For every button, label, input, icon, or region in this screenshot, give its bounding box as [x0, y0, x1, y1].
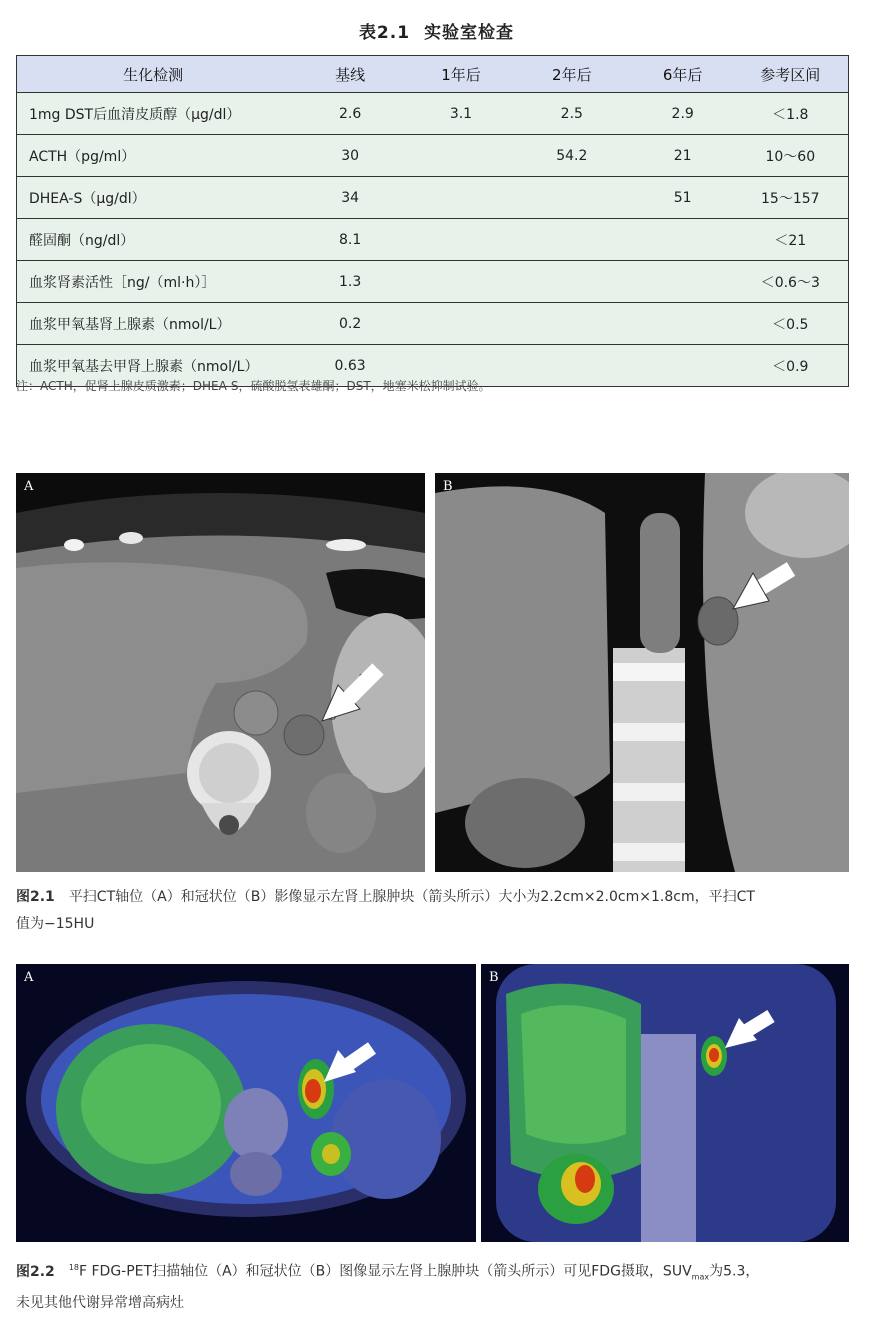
table-cell — [411, 303, 511, 345]
pet-coronal-image — [481, 964, 849, 1242]
table-cell: 2.6 — [289, 93, 411, 135]
table-cell — [411, 135, 511, 177]
table-cell — [511, 261, 633, 303]
ct-axial-scan — [16, 473, 425, 872]
figure-number: 图2.2 — [16, 1263, 55, 1280]
figure-number: 图2.1 — [16, 889, 55, 905]
header-cell: 6年后 — [633, 56, 733, 93]
table-cell — [511, 303, 633, 345]
suv-subscript: max — [691, 1272, 710, 1282]
table-cell — [633, 261, 733, 303]
lab-table — [16, 55, 849, 387]
table-cell: 2.9 — [633, 93, 733, 135]
table-cell — [511, 345, 633, 387]
header-cell: 参考区间 — [733, 56, 849, 93]
pet-coronal-scan — [481, 964, 849, 1242]
table-cell — [411, 219, 511, 261]
table-cell: 0.63 — [289, 345, 411, 387]
table-cell: 0.2 — [289, 303, 411, 345]
table-cell — [411, 177, 511, 219]
table-title — [0, 18, 873, 43]
table-row — [17, 177, 849, 219]
caption-text: 为5.3， — [709, 1263, 760, 1280]
figure-2-1-caption — [16, 884, 851, 938]
table-cell: 血浆甲氧基去甲肾上腺素（nmol/L） — [17, 345, 290, 387]
caption-text: 未见其他代谢异常增高病灶 — [16, 1295, 184, 1312]
ct-coronal-image — [435, 473, 849, 872]
table-cell: ＜0.9 — [733, 345, 849, 387]
table-cell: 2.5 — [511, 93, 633, 135]
table-row — [17, 303, 849, 345]
table-row — [17, 135, 849, 177]
table-header-row — [17, 56, 849, 93]
table-number: 表2.1 — [358, 23, 411, 43]
caption-text: 平扫CT轴位（A）和冠状位（B）影像显示左肾上腺肿块（箭头所示）大小为2.2cm×2.0cm×1.8cm，平扫CT — [68, 889, 755, 905]
panel-label-b: B — [443, 479, 453, 494]
table-cell: 3.1 — [411, 93, 511, 135]
panel-label-a: A — [24, 970, 34, 985]
table-cell: ＜1.8 — [733, 93, 849, 135]
table-cell: 8.1 — [289, 219, 411, 261]
table-cell: 21 — [633, 135, 733, 177]
table-row — [17, 219, 849, 261]
figure-2-2-caption — [16, 1254, 851, 1317]
table-cell — [411, 261, 511, 303]
caption-text: F FDG-PET扫描轴位（A）和冠状位（B）图像显示左肾上腺肿块（箭头所示）可见FDG摄取，SUV — [79, 1263, 692, 1280]
table-cell: 54.2 — [511, 135, 633, 177]
panel-label-a: A — [24, 479, 34, 494]
table-cell — [511, 177, 633, 219]
table-cell — [511, 219, 633, 261]
table-cell: DHEA-S（µg/dl） — [17, 177, 290, 219]
table-cell: 15～157 — [733, 177, 849, 219]
table-cell — [633, 303, 733, 345]
table-row — [17, 261, 849, 303]
header-cell: 2年后 — [511, 56, 633, 93]
table-cell: 1mg DST后血清皮质醇（µg/dl） — [17, 93, 290, 135]
ct-coronal-scan — [435, 473, 849, 872]
table-cell: 34 — [289, 177, 411, 219]
table-cell: 1.3 — [289, 261, 411, 303]
pet-axial-scan — [16, 964, 476, 1242]
table-cell: ＜0.5 — [733, 303, 849, 345]
table-cell: 51 — [633, 177, 733, 219]
table-cell: ＜21 — [733, 219, 849, 261]
header-cell: 1年后 — [411, 56, 511, 93]
table-cell: 30 — [289, 135, 411, 177]
table-title-text: 实验室检查 — [424, 23, 515, 43]
table-cell: ACTH（pg/ml） — [17, 135, 290, 177]
table-cell — [633, 345, 733, 387]
header-cell: 生化检测 — [17, 56, 290, 93]
table-row — [17, 93, 849, 135]
panel-label-b: B — [489, 970, 499, 985]
table-note: 注：ACTH，促肾上腺皮质激素；DHEA-S，硫酸脱氢表雄酮；DST，地塞米松抑制试验。 — [16, 379, 491, 393]
table-cell: ＜0.6～3 — [733, 261, 849, 303]
table-cell: 10～60 — [733, 135, 849, 177]
header-cell: 基线 — [289, 56, 411, 93]
ct-axial-image — [16, 473, 425, 872]
isotope-superscript: 18 — [68, 1263, 79, 1272]
table-cell: 血浆肾素活性［ng/（ml·h）］ — [17, 261, 290, 303]
pet-axial-image — [16, 964, 476, 1242]
table-cell — [633, 219, 733, 261]
table-cell: 醛固酮（ng/dl） — [17, 219, 290, 261]
table-cell: 血浆甲氧基肾上腺素（nmol/L） — [17, 303, 290, 345]
caption-text: 值为−15HU — [16, 916, 95, 932]
